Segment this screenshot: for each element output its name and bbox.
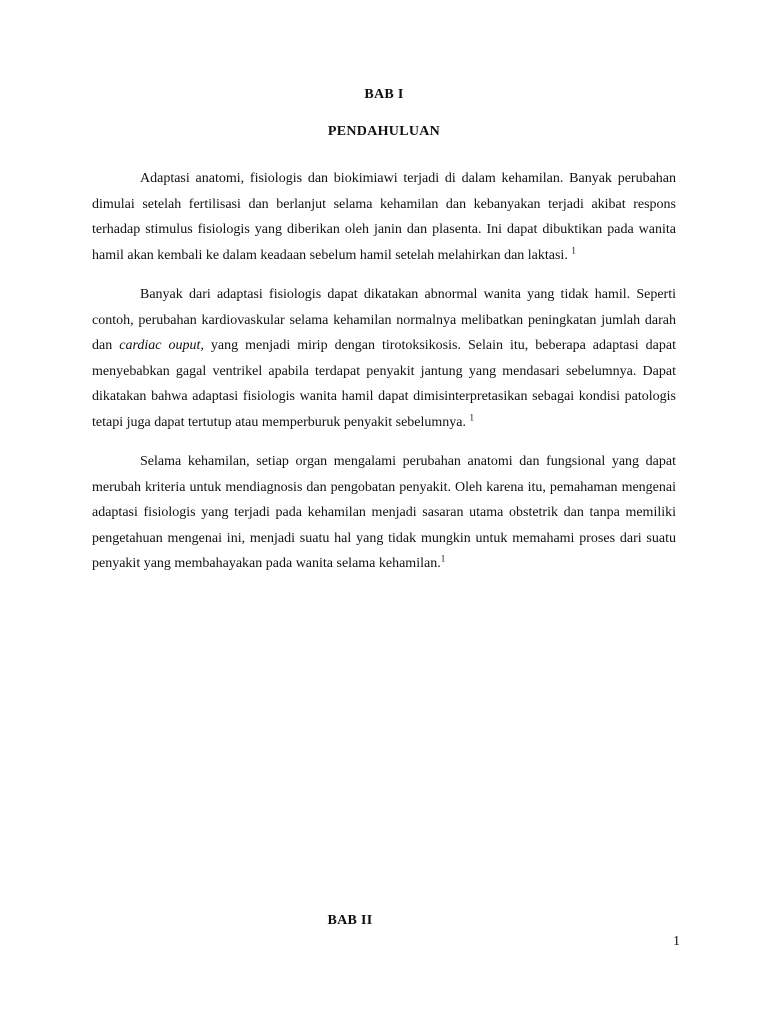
paragraph-1	[92, 166, 676, 268]
paragraph-text: Selama kehamilan, setiap organ mengalami perubahan anatomi dan fungsional yang dapat merubah kriteria untuk mendiagnosis dan pengobatan penyakit. Oleh karena itu, pemahaman mengenai adaptasi fisiologis yang terjadi pada kehamilan menjadi sasaran utama obstetrik dan tanpa memiliki pengetahuan mengenai ini, menjadi suatu hal yang tidak mungkin untuk memahami proses dari suatu penyakit yang membahayakan pada wanita selama kehamilan.	[92, 454, 676, 571]
paragraph-3	[92, 449, 676, 577]
chapter-title: BAB I	[364, 87, 404, 102]
page-number: 1	[673, 934, 680, 949]
document-body	[92, 166, 676, 591]
footnote-citation: 1	[571, 244, 576, 255]
italic-term: cardiac ouput,	[119, 338, 204, 353]
footnote-citation: 1	[440, 553, 446, 564]
paragraph-text: Banyak dari adaptasi fisiologis dapat dikatakan abnormal wanita yang tidak hamil. Seperti contoh, perubahan kardiovaskular selama kehamilan normalnya melibatkan peningkatan jumlah darah dan	[92, 287, 676, 353]
paragraph-text: Adaptasi anatomi, fisiologis dan biokimiawi terjadi di dalam kehamilan. Banyak perubahan dimulai setelah fertilisasi dan berlanjut selama kehamilan dan kebanyakan terjadi akibat respons terhadap stimulus fisiologis yang diberikan oleh janin dan plasenta. Ini dapat dibuktikan pada wanita hamil akan kembali ke dalam keadaan sebelum hamil setelah melahirkan dan laktasi.	[92, 171, 676, 263]
chapter-subtitle: PENDAHULUAN	[327, 124, 441, 139]
paragraph-text: yang menjadi mirip dengan tirotoksikosis. Selain itu, beberapa adaptasi dapat menyebabkan gagal ventrikel apabila terdapat penyakit jantung yang mendasari sebelumnya. Dapat dikatakan bahwa adaptasi fisiologis wanita hamil dapat dimisinterpretasikan sebagai kondisi patologis tetapi juga dapat tertutup atau memperburuk penyakit sebelumnya.	[92, 338, 677, 430]
paragraph-2	[92, 282, 676, 435]
next-chapter-title: BAB II	[327, 913, 373, 928]
footnote-citation: 1	[469, 411, 474, 422]
